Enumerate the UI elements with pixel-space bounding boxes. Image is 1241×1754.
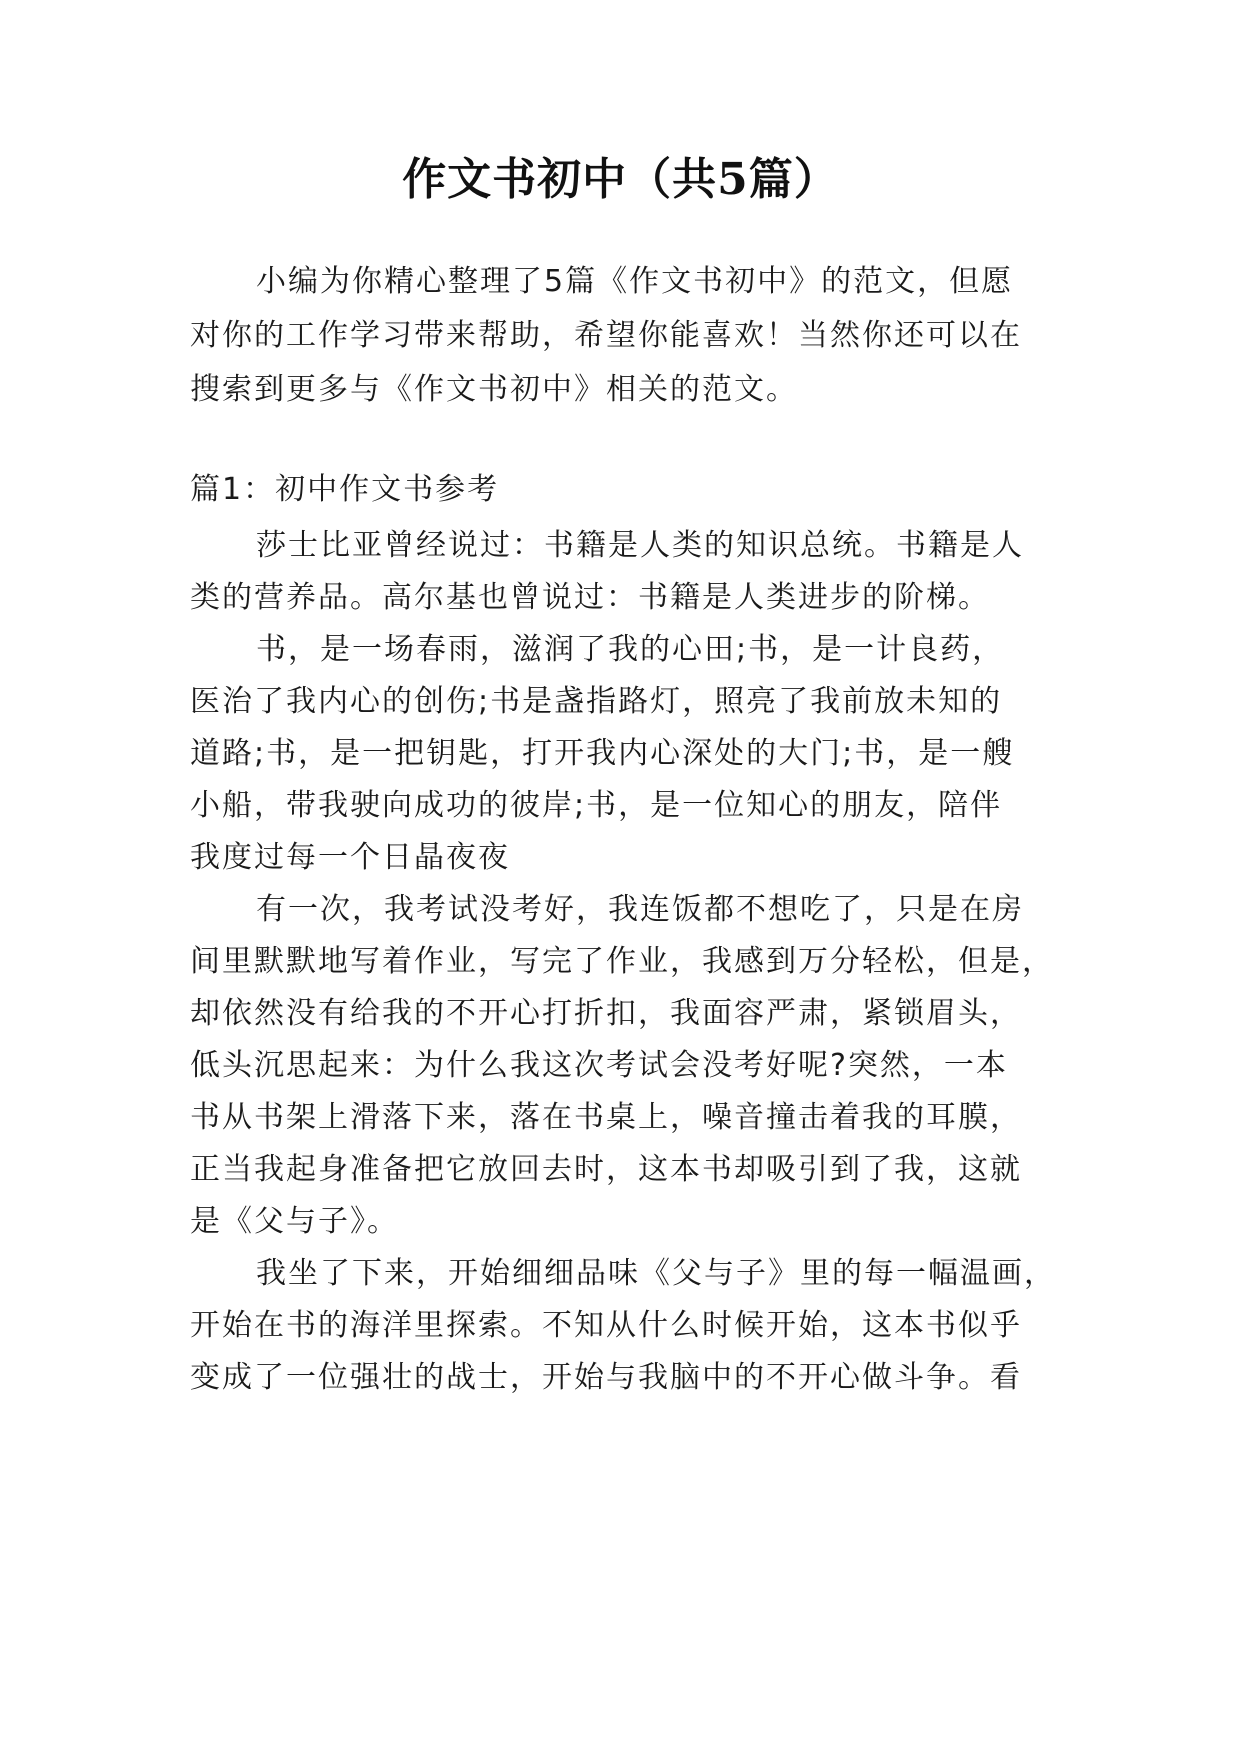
paragraph-line: 医治了我内心的创伤;书是盏指路灯，照亮了我前放未知的 bbox=[190, 684, 1003, 719]
paragraph-line: 间里默默地写着作业，写完了作业，我感到万分轻松，但是， bbox=[190, 944, 1054, 979]
intro-line: 搜索到更多与《作文书初中》相关的范文。 bbox=[190, 372, 798, 407]
paragraph-line: 道路;书，是一把钥匙，打开我内心深处的大门;书，是一艘 bbox=[190, 736, 1015, 771]
paragraph-line: 我坐了下来，开始细细品味《父与子》里的每一幅温画， bbox=[256, 1256, 1056, 1291]
paragraph-line: 书从书架上滑落下来，落在书桌上，噪音撞击着我的耳膜， bbox=[190, 1100, 1022, 1135]
paragraph-line: 小船，带我驶向成功的彼岸;书，是一位知心的朋友，陪伴 bbox=[190, 788, 1003, 823]
paragraph-line: 变成了一位强壮的战士，开始与我脑中的不开心做斗争。看 bbox=[190, 1360, 1022, 1395]
intro-line: 对你的工作学习带来帮助，希望你能喜欢！当然你还可以在 bbox=[190, 318, 1022, 353]
paragraph-line: 却依然没有给我的不开心打折扣，我面容严肃，紧锁眉头， bbox=[190, 996, 1022, 1031]
paragraph-line: 莎士比亚曾经说过：书籍是人类的知识总统。书籍是人 bbox=[256, 528, 1024, 563]
paragraph-line: 书，是一场春雨，滋润了我的心田;书，是一计良药， bbox=[256, 632, 1005, 667]
paragraph-line: 正当我起身准备把它放回去时，这本书却吸引到了我，这就 bbox=[190, 1152, 1022, 1187]
paragraph-line: 有一次，我考试没考好，我连饭都不想吃了，只是在房 bbox=[256, 892, 1024, 927]
paragraph-line: 低头沉思起来：为什么我这次考试会没考好呢?突然，一本 bbox=[190, 1048, 1008, 1083]
document-title: 作文书初中（共5篇） bbox=[402, 154, 839, 205]
paragraph-line: 类的营养品。高尔基也曾说过：书籍是人类进步的阶梯。 bbox=[190, 580, 990, 615]
section-heading-text: 篇1：初中作文书参考 bbox=[190, 472, 500, 507]
paragraph-line: 开始在书的海洋里探索。不知从什么时候开始，这本书似乎 bbox=[190, 1308, 1022, 1343]
paragraph-line: 是《父与子》。 bbox=[190, 1204, 399, 1239]
intro-line: 小编为你精心整理了5篇《作文书初中》的范文，但愿 bbox=[256, 264, 1014, 299]
paragraph-line: 我度过每一个日晶夜夜 bbox=[190, 840, 510, 875]
